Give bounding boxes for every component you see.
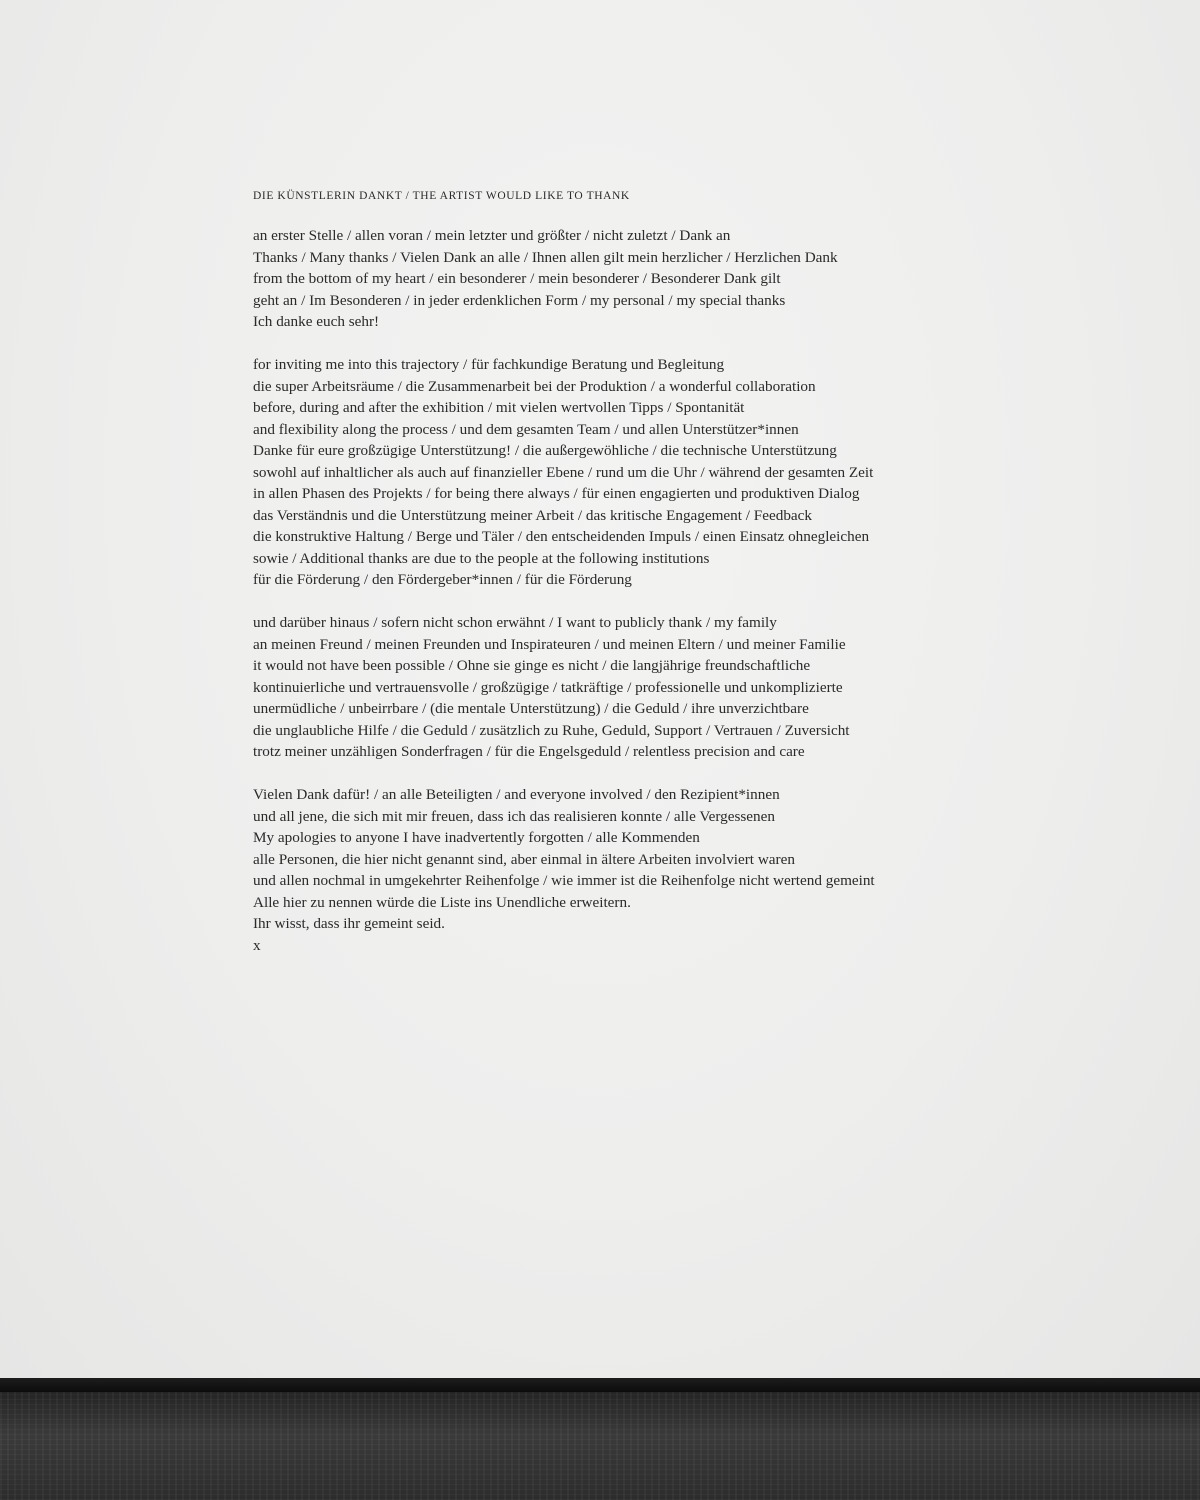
text-line: Vielen Dank dafür! / an alle Beteiligten / and everyone involved / den Rezipient*innen	[253, 786, 780, 803]
wall-text-heading: DIE KÜNSTLERIN DANKT / THE ARTIST WOULD LIKE TO THANK	[253, 190, 630, 202]
text-line: sowohl auf inhaltlicher als auch auf finanzieller Ebene / rund um die Uhr / während der gesamten Zeit	[253, 463, 874, 481]
text-line: before, during and after the exhibition / mit vielen wertvollen Tipps / Spontanität	[253, 399, 745, 416]
text-line: und allen nochmal in umgekehrter Reihenfolge / wie immer ist die Reihenfolge nicht wertend gemeint	[253, 872, 875, 889]
text-line: Ihr wisst, dass ihr gemeint seid.	[253, 915, 445, 932]
text-line: und all jene, die sich mit mir freuen, dass ich das realisieren konnte / alle Vergessenen	[253, 807, 775, 825]
text-line: das Verständnis und die Unterstützung meiner Arbeit / das kritische Engagement / Feedback	[253, 506, 812, 524]
text-paragraph-2	[253, 354, 973, 591]
text-line: trotz meiner unzähligen Sonderfragen / für die Engelsgeduld / relentless precision and care	[253, 743, 805, 760]
text-line: it would not have been possible / Ohne sie ginge es nicht / die langjährige freundschaftliche	[253, 657, 811, 674]
text-line: an meinen Freund / meinen Freunden und Inspirateuren / und meinen Eltern / und meiner Familie	[253, 635, 846, 653]
text-line: Alle hier zu nennen würde die Liste ins Unendliche erweitern.	[253, 893, 631, 911]
wall-text	[253, 186, 973, 978]
text-line: unermüdliche / unbeirrbare / (die mentale Unterstützung) / die Geduld / ihre unverzichtbare	[253, 700, 809, 717]
text-line: Thanks / Many thanks / Vielen Dank an alle / Ihnen allen gilt mein herzlicher / Herzlichen Dank	[253, 248, 838, 266]
text-line: and flexibility along the process / und dem gesamten Team / und allen Unterstützer*innen	[253, 420, 799, 438]
text-paragraph-1	[253, 225, 973, 333]
text-line: Danke für eure großzügige Unterstützung! / die außergewöhliche / die technische Unterstützung	[253, 442, 837, 459]
text-line: die konstruktive Haltung / Berge und Täler / den entscheidenden Impuls / einen Einsatz ohnegleichen	[253, 528, 870, 545]
text-line: für die Förderung / den Fördergeber*innen / für die Förderung	[253, 571, 632, 588]
gallery-floor	[0, 1392, 1200, 1500]
text-line: in allen Phasen des Projekts / for being there always / für einen engagierten und produktiven Dialog	[253, 485, 860, 502]
text-line: und darüber hinaus / sofern nicht schon erwähnt / I want to publicly thank / my family	[253, 614, 777, 631]
text-line: kontinuierliche und vertrauensvolle / großzügige / tatkräftige / professionelle und unkomplizierte	[253, 678, 843, 696]
wall-baseboard	[0, 1378, 1200, 1392]
text-line: geht an / Im Besonderen / in jeder erdenklichen Form / my personal / my special thanks	[253, 291, 786, 309]
text-line: from the bottom of my heart / ein besonderer / mein besonderer / Besonderer Dank gilt	[253, 270, 781, 287]
text-line: x	[253, 936, 261, 954]
text-line: die super Arbeitsräume / die Zusammenarbeit bei der Produktion / a wonderful collaboration	[253, 377, 816, 395]
text-line: die unglaubliche Hilfe / die Geduld / zusätzlich zu Ruhe, Geduld, Support / Vertrauen / Zuversicht	[253, 721, 850, 739]
text-paragraph-3	[253, 612, 973, 763]
text-line: My apologies to anyone I have inadvertently forgotten / alle Kommenden	[253, 829, 700, 846]
wall-text-body	[253, 225, 973, 956]
text-line: an erster Stelle / allen voran / mein letzter und größter / nicht zuletzt / Dank an	[253, 227, 731, 244]
text-line: sowie / Additional thanks are due to the people at the following institutions	[253, 549, 710, 567]
text-line: Ich danke euch sehr!	[253, 313, 380, 330]
text-paragraph-4	[253, 784, 973, 956]
text-line: for inviting me into this trajectory / für fachkundige Beratung und Begleitung	[253, 356, 725, 373]
text-line: alle Personen, die hier nicht genannt sind, aber einmal in ältere Arbeiten involviert waren	[253, 850, 795, 868]
